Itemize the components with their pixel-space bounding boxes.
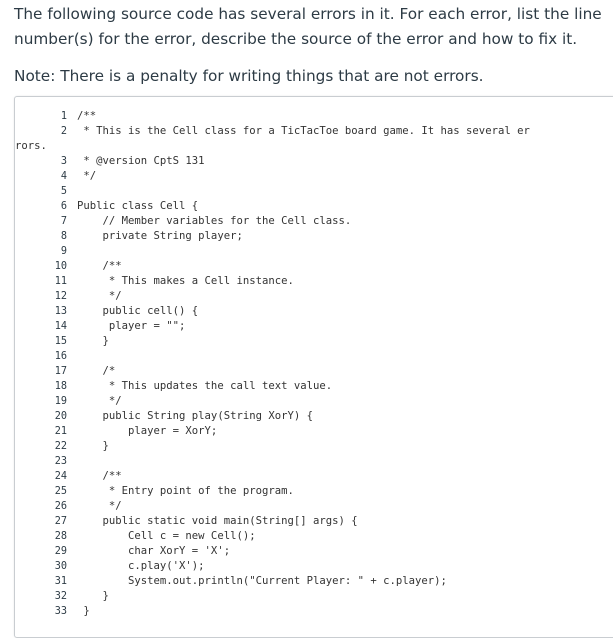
- line-number: 1: [60, 111, 67, 122]
- code-line: [15, 394, 122, 409]
- code-text: c.play('X');: [77, 560, 205, 572]
- code-line: [15, 319, 186, 334]
- line-number: 25: [54, 486, 67, 497]
- code-line: [15, 169, 97, 184]
- code-line: [15, 349, 67, 364]
- line-number: 13: [54, 306, 67, 317]
- line-number: 22: [54, 441, 67, 452]
- code-text: player = XorY;: [77, 425, 218, 437]
- line-number: 29: [54, 546, 67, 557]
- line-number: 4: [60, 171, 67, 182]
- line-number: 8: [60, 231, 67, 242]
- line-number: 27: [54, 516, 67, 527]
- code-text: char XorY = 'X';: [77, 545, 231, 557]
- code-text: }: [77, 335, 109, 347]
- code-line: [15, 499, 122, 514]
- code-line: [15, 544, 231, 559]
- code-line: [15, 214, 352, 229]
- code-line: [15, 304, 199, 319]
- line-number: 24: [54, 471, 67, 482]
- code-line: [15, 484, 294, 499]
- code-line: [15, 559, 205, 574]
- code-line: [15, 109, 97, 124]
- line-number: 17: [54, 366, 67, 377]
- line-number: 18: [54, 381, 67, 392]
- line-number: 7: [60, 216, 67, 227]
- code-text: private String player;: [77, 230, 243, 242]
- code-text: public cell() {: [77, 305, 199, 317]
- line-number: 15: [54, 336, 67, 347]
- code-line: [15, 574, 447, 589]
- code-text: public static void main(String[] args) {: [77, 515, 358, 527]
- line-number: 12: [54, 291, 67, 302]
- code-line: [15, 139, 67, 154]
- code-line: [15, 514, 358, 529]
- code-text: public String play(String XorY) {: [77, 410, 313, 422]
- line-number: 3: [60, 156, 67, 167]
- line-number: 31: [54, 576, 67, 587]
- code-text: * This updates the call text value.: [77, 380, 333, 392]
- code-line: [15, 154, 205, 169]
- line-number: 30: [54, 561, 67, 572]
- line-number: 32: [54, 591, 67, 602]
- code-text: // Member variables for the Cell class.: [77, 215, 352, 227]
- code-text: */: [77, 395, 122, 407]
- line-number: 11: [54, 276, 67, 287]
- code-text: System.out.println("Current Player: " + c.player);: [77, 575, 447, 587]
- line-number: 6: [60, 201, 67, 212]
- code-text: */: [77, 500, 122, 512]
- code-text: /**: [77, 260, 122, 272]
- code-line: [15, 469, 122, 484]
- code-line: [15, 184, 67, 199]
- question-line-1: The following source code has several errors in it. For each error, list the line: [14, 5, 602, 23]
- code-line: [15, 409, 313, 424]
- code-text: * Entry point of the program.: [77, 485, 294, 497]
- line-number: 9: [60, 246, 67, 257]
- code-text: * This makes a Cell instance.: [77, 275, 294, 287]
- question-text: [14, 2, 604, 89]
- code-line: [15, 124, 530, 139]
- line-number: 21: [54, 426, 67, 437]
- code-text: /*: [77, 365, 116, 377]
- code-text: * This is the Cell class for a TicTacToe board game. It has several er: [77, 125, 530, 137]
- code-line: [15, 274, 294, 289]
- code-line: [15, 229, 243, 244]
- code-line: [15, 364, 116, 379]
- code-text: */: [77, 170, 97, 182]
- code-text: player = "";: [77, 320, 186, 332]
- code-text: }: [77, 440, 109, 452]
- code-text: /**: [77, 470, 122, 482]
- code-line: [15, 199, 199, 214]
- line-number: 23: [54, 456, 67, 467]
- code-line: [15, 424, 218, 439]
- code-line: [15, 334, 109, 349]
- line-number: 5: [60, 186, 67, 197]
- code-line: [15, 244, 67, 259]
- line-number: 20: [54, 411, 67, 422]
- code-line: [15, 589, 109, 604]
- line-number: 26: [54, 501, 67, 512]
- code-text: */: [77, 290, 122, 302]
- penalty-note: Note: There is a penalty for writing things that are not errors.: [14, 67, 484, 85]
- line-number: 16: [54, 351, 67, 362]
- code-line: [15, 439, 109, 454]
- code-text: /**: [77, 110, 97, 122]
- question-line-2: number(s) for the error, describe the source of the error and how to fix it.: [14, 30, 578, 48]
- code-line-continuation: rors.: [15, 140, 47, 152]
- code-line: [15, 259, 122, 274]
- code-lines: [15, 109, 530, 619]
- code-listing: [14, 96, 613, 638]
- code-line: [15, 289, 122, 304]
- code-text: Cell c = new Cell();: [77, 530, 256, 542]
- line-number: 28: [54, 531, 67, 542]
- code-text: Public class Cell {: [77, 200, 199, 212]
- line-number: 14: [54, 321, 67, 332]
- line-number: 10: [54, 261, 67, 272]
- line-number: 33: [54, 606, 67, 617]
- code-line: [15, 379, 333, 394]
- line-number: 2: [60, 126, 67, 137]
- code-line: [15, 529, 256, 544]
- code-text: * @version CptS 131: [77, 155, 205, 167]
- code-text: }: [77, 605, 90, 617]
- code-text: }: [77, 590, 109, 602]
- code-line: [15, 454, 67, 469]
- line-number: 19: [54, 396, 67, 407]
